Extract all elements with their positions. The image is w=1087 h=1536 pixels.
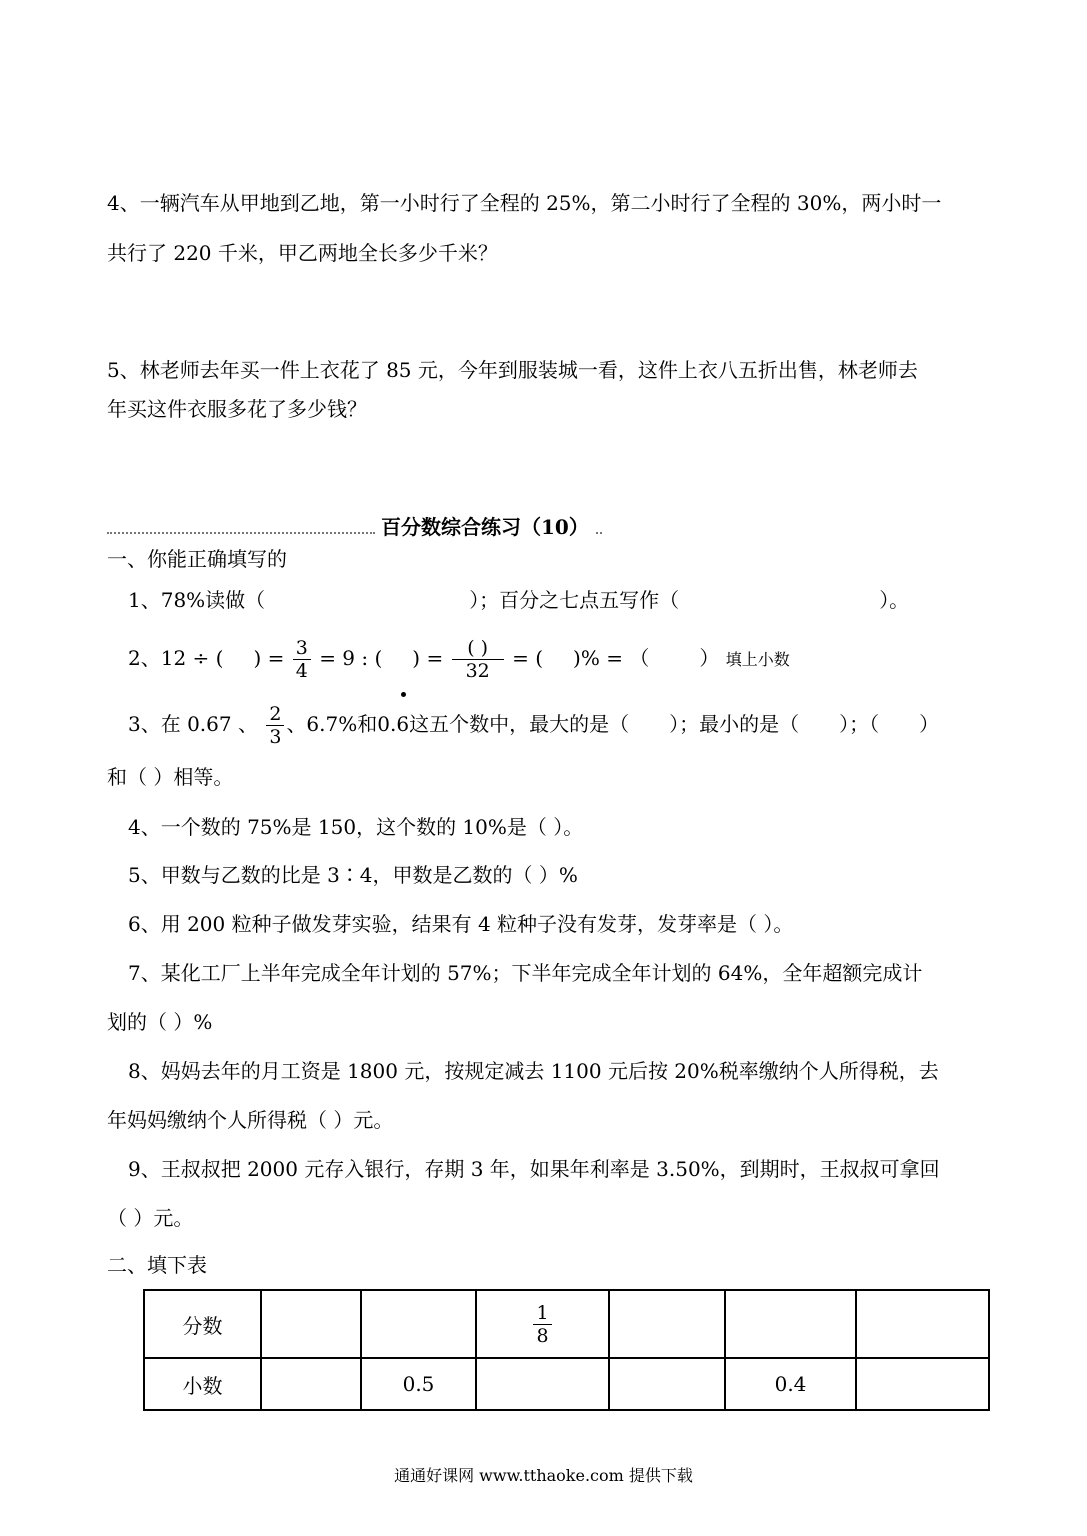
part2-heading: 二、填下表 [107,1253,207,1277]
table-cell [261,1290,361,1358]
question-6: 6、用 200 粒种子做发芽实验，结果有 4 粒种子没有发芽，发芽率是（ ）。 [128,912,794,936]
dotted-leader-end [596,532,602,534]
question-2 [128,634,790,682]
q3-text-e: 这五个数中，最大的是（ [409,712,630,736]
page-footer: 通通好课网 www.tthaoke.com 提供下载 [394,1466,693,1485]
table-cell-value: 0.5 [361,1358,476,1410]
table-cell [609,1290,725,1358]
q2-fraction-1 [293,637,311,682]
question-9-line-1: 9、王叔叔把 2000 元存入银行，存期 3 年，如果年利率是 3.50%，到期时，王叔叔可拿回 [128,1157,940,1181]
section-title: 百分数综合练习（10） [381,515,589,539]
q1-text-b: ）；百分之七点五写作（ [469,588,680,612]
question-3-line-2: 和（ ）相等。 [107,765,234,789]
q2-text-b: ) = [253,646,285,670]
table-cell [856,1290,989,1358]
question-8-line-1: 8、妈妈去年的月工资是 1800 元，按规定减去 1100 元后按 20%税率缴纳个人所得税，去 [128,1059,939,1083]
q3-text-a: 3、在 0.67 、 [128,712,258,736]
q3-fraction [266,703,284,748]
q2-frac1-num: 3 [295,637,308,659]
q3-text-g: ）；（ [839,712,880,736]
part1-heading: 一、你能正确填写的 [107,547,287,571]
table-cell [725,1290,856,1358]
q2-text-d: ) = [412,646,444,670]
table-cell-label-fraction: 分数 [144,1290,261,1358]
table-cell [261,1358,361,1410]
question-7-line-2: 划的（ ）% [107,1010,213,1034]
q2-text-a: 2、12 ÷ ( [128,646,224,670]
table-row-fraction [144,1290,989,1358]
question-3 [128,700,939,748]
problem-4-line-1: 4、一辆汽车从甲地到乙地，第一小时行了全程的 25%，第二小时行了全程的 30%，两小时一 [107,191,942,215]
table-cell [609,1358,725,1410]
table-cell-fraction [476,1290,609,1358]
q2-text-f: )% = （ [573,646,650,670]
q2-note: 填上小数 [725,650,790,669]
q2-text-e: = ( [512,646,544,670]
q3-text-h: ） [919,712,940,736]
q2-text-c: = 9 : ( [319,646,383,670]
question-1 [128,587,909,613]
q3-text-f: ）；最小的是（ [669,712,800,736]
question-4: 4、一个数的 75%是 150，这个数的 10%是（ ）。 [128,815,584,839]
question-8-line-2: 年妈妈缴纳个人所得税（ ）元。 [107,1108,394,1132]
dotted-leader [107,532,375,534]
q1-text-c: ）。 [879,588,910,612]
problem-5-line-2: 年买这件衣服多花了多少钱？ [107,397,367,421]
q3-frac-den: 3 [266,725,284,748]
conversion-table [143,1289,990,1411]
q2-frac2-den: 32 [452,659,504,682]
problem-5-line-1: 5、林老师去年买一件上衣花了 85 元，今年到服装城一看，这件上衣八五折出售，林老师去 [107,358,918,382]
question-7-line-1: 7、某化工厂上半年完成全年计划的 57%；下半年完成全年计划的 64%，全年超额完成计 [128,961,923,985]
q2-fraction-2 [452,637,504,682]
table-cell [361,1290,476,1358]
q2-text-g: ） [699,646,720,670]
table-fraction [533,1302,551,1347]
q3-repeating-prefix: 0. [377,712,397,736]
q2-frac2-num: ( ) [467,637,489,659]
table-frac-den: 8 [533,1324,551,1347]
table-cell-value: 0.4 [725,1358,856,1410]
table-row-decimal [144,1358,989,1410]
q1-text-a: 1、78%读做（ [128,588,266,612]
q3-frac-num: 2 [269,703,282,725]
question-5: 5、甲数与乙数的比是 3∶4，甲数是乙数的（ ）% [128,863,578,887]
q3-repeating-digit: 6 [396,700,409,748]
table-cell-label-decimal: 小数 [144,1358,261,1410]
q2-frac1-den: 4 [293,659,311,682]
table-frac-num: 1 [536,1301,549,1324]
question-9-line-2: （ ）元。 [107,1206,194,1230]
table-cell [476,1358,609,1410]
problem-4-line-2: 共行了 220 千米，甲乙两地全长多少千米？ [107,241,498,265]
table-cell [856,1358,989,1410]
q3-text-b: 、6.7%和 [286,712,378,736]
